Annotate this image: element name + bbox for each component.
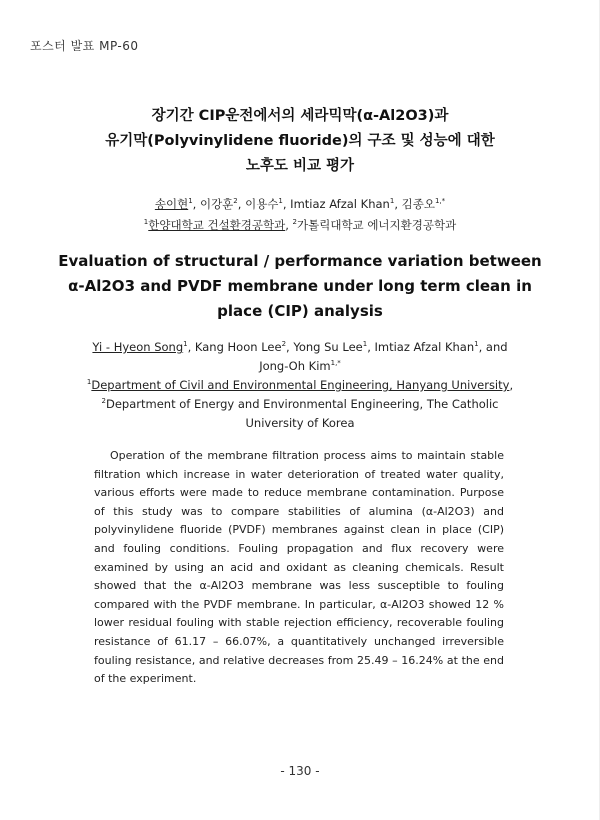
affiliation-marker: 1,* (434, 197, 446, 206)
english-author-list (0, 338, 600, 357)
korean-affiliation: 한양대학교 건설환경공학과 (148, 218, 286, 232)
english-title-line: Evaluation of structural / performance variation between (58, 252, 542, 270)
korean-title-line: 노후도 비교 평가 (245, 158, 355, 174)
english-title-line: α-Al2O3 and PVDF membrane under long term clean in (68, 277, 532, 295)
affiliation-marker: 1 (362, 340, 368, 349)
english-authors-block (0, 338, 600, 376)
separator: , (285, 218, 293, 232)
korean-author: , 이용수 (237, 197, 279, 211)
affiliation-marker: 2 (281, 340, 287, 349)
korean-title-line: 유기막(Polyvinylidene fluoride)의 구조 및 성능에 대한 (105, 133, 495, 149)
affiliation-text: Department of Civil and Environmental Engineering, Hanyang University (91, 378, 510, 392)
english-author: Jong-Oh Kim (259, 359, 331, 373)
affiliation-marker: 1 (143, 218, 149, 227)
affiliation-marker: 1 (278, 197, 283, 206)
abstract-paragraph: Operation of the membrane filtration process aims to maintain stable filtration which increase in water deterioration of treated water quality, various efforts were made to reduce membrane contamination. Purpose of this study was to compare stabilities of alumina (α-Al2O3) and polyvinylidene fluoride (PVDF) membranes against clean in place (CIP) and fouling conditions. Fouling propagation and flux recovery were examined by using an acid and oxidant as cleaning chemicals. Result showed that the α-Al2O3 membrane was less susceptible to fouling compared with the PVDF membrane. In particular, α-Al2O3 showed 12 % lower residual fouling with stable rejection efficiency, recoverable fouling resistance of 61.17 – 66.07%, a quantitatively unchanged irreversible fouling resistance, and relative decreases from 25.49 – 16.24% at the end of the experiment. (94, 449, 504, 686)
english-author-presenter: Yi - Hyeon Song (92, 340, 184, 354)
affiliation-marker: 2 (101, 397, 106, 406)
korean-authors-block (0, 194, 600, 236)
affiliation-marker: 2 (292, 218, 298, 227)
korean-title (0, 104, 600, 179)
korean-affiliations (0, 215, 600, 236)
english-title-line: place (CIP) analysis (217, 302, 383, 320)
english-title (0, 249, 600, 324)
affiliation-marker: 1,* (330, 359, 341, 368)
abstract (94, 447, 504, 689)
korean-author: , 김종오 (394, 197, 435, 211)
affiliation-marker: 1 (188, 197, 193, 206)
affiliation-marker: 1 (389, 197, 395, 206)
separator: , (509, 378, 514, 392)
english-author: , Imtiaz Afzal Khan (367, 340, 475, 354)
page-number: - 130 - (280, 764, 320, 778)
affiliation-marker: 1 (86, 378, 92, 387)
korean-author: , 이강훈 (192, 197, 234, 211)
english-author: , Kang Hoon Lee (187, 340, 282, 354)
english-author-list-cont (0, 357, 600, 376)
english-affiliation-cont: University of Korea (245, 416, 355, 430)
affiliation-marker: 1 (474, 340, 479, 349)
korean-author-list (0, 194, 600, 215)
korean-affiliation: 가톨릭대학교 에너지환경공학과 (297, 218, 457, 232)
english-affiliations (0, 376, 600, 433)
affiliation-text: Department of Energy and Environmental Engineering, The Catholic (105, 397, 499, 411)
conjunction: , and (478, 340, 508, 354)
affiliation-marker: 2 (233, 197, 238, 206)
korean-author-presenter: 송이현 (154, 197, 189, 211)
english-author: , Yong Su Lee (286, 340, 363, 354)
korean-author: , Imtiaz Afzal Khan (282, 197, 390, 211)
korean-title-line: 장기간 CIP운전에서의 세라믹막(α-Al2O3)과 (151, 108, 449, 124)
english-affiliation (0, 376, 600, 395)
poster-label: 포스터 발표 MP-60 (30, 39, 139, 53)
affiliation-marker: 1 (183, 340, 188, 349)
english-affiliation (0, 395, 600, 414)
